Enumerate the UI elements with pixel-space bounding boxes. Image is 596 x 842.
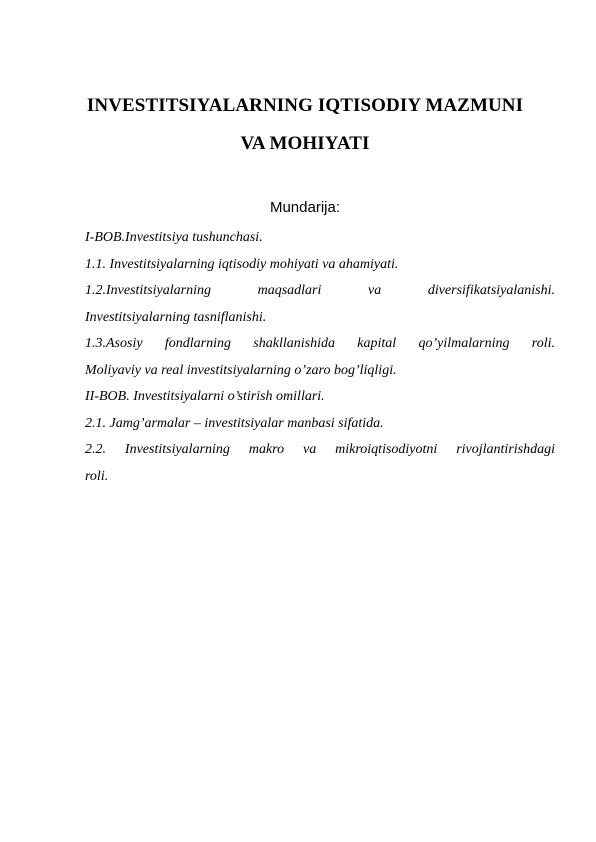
document-title-line-1: INVESTITSIYALARNING IQTISODIY MAZMUNI <box>86 95 524 116</box>
toc-item-1-2-continued: Investitsiyalarning tasniflanishi. <box>85 309 267 325</box>
toc-item-chapter-1: I-BOB.Investitsiya tushunchasi. <box>85 230 263 245</box>
toc-item-1-3-continued: Moliyaviy va real investitsiyalarning o’zaro bog’liqligi. <box>85 362 397 378</box>
toc-item-2-2-continued: roli. <box>85 468 109 484</box>
toc-item-1-1: 1.1. Investitsiyalarning iqtisodiy mohiyati va ahamiyati. <box>85 256 399 272</box>
toc-heading: Mundarija: <box>269 199 341 216</box>
toc-item-1-2: 1.2.Investitsiyalarning maqsadlari va diversifikatsiyalanishi. <box>85 283 555 298</box>
toc-item-2-1: 2.1. Jamg’armalar – investitsiyalar manbasi sifatida. <box>85 415 384 431</box>
toc-item-1-3: 1.3.Asosiy fondlarning shakllanishida kapital qo’yilmalarning roli. <box>85 336 555 351</box>
document-title-line-2: VA MOHIYATI <box>240 133 370 154</box>
toc-item-2-2: 2.2. Investitsiyalarning makro va mikroiqtisodiyotni rivojlantirishdagi <box>85 442 555 457</box>
toc-item-chapter-2: II-BOB. Investitsiyalarni o’stirish omillari. <box>85 389 325 404</box>
table-of-contents <box>85 225 555 490</box>
